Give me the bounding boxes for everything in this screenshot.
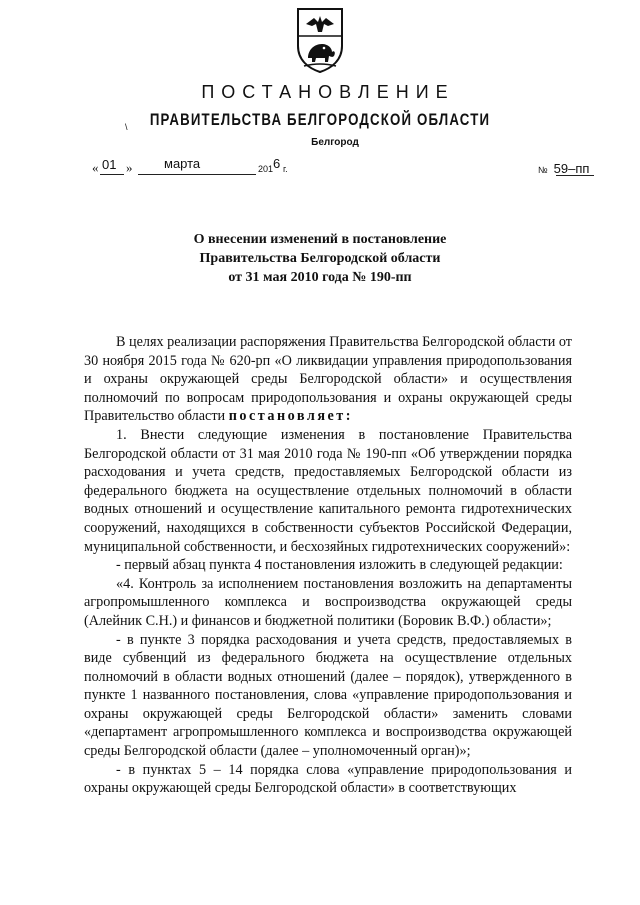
title-line-2: Правительства Белгородской области [199, 251, 441, 266]
date-open-quote: « [92, 160, 99, 175]
date-year-label: г. [283, 164, 288, 174]
document-body [84, 333, 572, 798]
date-close-quote: » [126, 160, 133, 175]
paragraph-item-1: 1. Внести следующие изменения в постановление Правительства Белгородской области от 31 мая 2010 года № 190-пп «Об утверждении порядка расходования и учета средств, предоставляемых Белгородской области из федерального бюджета на осуществление отдельных полномочий в области водных отношений и осуществление капитального ремонта гидротехнических сооружений, находящихся в собственности субъектов Российской Федерации, муниципальной собственности, и бесхозяйных гидротехнических сооружений»: [84, 426, 572, 555]
city-label: Белгород [311, 137, 359, 148]
document-type-heading: ПОСТАНОВЛЕНИЕ [201, 82, 455, 102]
paragraph-change-2: - в пункте 3 порядка расходования и учета средств, предоставляемых в виде субвенций из федерального бюджета на осуществление отдельных полномочий в области водных отношений (далее – порядок), утвержденного в пункте 1 названного постановления, слова «управление природопользования и охраны окружающей среды Белгородской области» заменить словами «департамент агропромышленного комплекса и воспроизводства окружающей среды Белгородской области (далее – уполномоченный орган)»; [84, 631, 572, 760]
document-title [0, 230, 640, 287]
paragraph-change-1: - первый абзац пункта 4 постановления изложить в следующей редакции: [116, 557, 563, 574]
number-label: № [538, 165, 548, 175]
paragraph-preamble [84, 333, 572, 426]
preamble-decree-word: постановляет: [228, 408, 354, 425]
preamble-text: В целях реализации распоряжения Правительства Белгородской области от 30 ноября 2015 года № 620-рп «О ликвидации управления природопользования и охраны окружающей среды Белгородской области» и осуществления полномочий по вопросам природопользования и охраны окружающей среды Правительство области [84, 334, 572, 425]
number-value: 59–пп [553, 161, 590, 176]
date-year-prefix: 201 [258, 164, 274, 174]
date-month: марта [164, 156, 201, 171]
stray-mark: \ [125, 122, 128, 132]
issuer-heading: ПРАВИТЕЛЬСТВА БЕЛГОРОДСКОЙ ОБЛАСТИ [149, 110, 491, 129]
date-year-suffix: 6 [273, 156, 281, 171]
paragraph-change-3: - в пунктах 5 – 14 порядка слова «управление природопользования и охраны окружающей среды Белгородской области» в соответствующих [84, 761, 572, 797]
title-line-3: от 31 мая 2010 года № 190-пп [228, 270, 412, 285]
title-line-1: О внесении изменений в постановление [193, 232, 447, 247]
coat-of-arms-emblem [294, 6, 346, 74]
paragraph-new-clause-4: «4. Контроль за исполнением постановления возложить на департаменты агропромышленного комплекса и воспроизводства окружающей среды (Алейник С.Н.) и финансов и бюджетной политики (Боровик В.Ф.) области»; [84, 575, 572, 629]
date-day: 01 [102, 157, 117, 172]
